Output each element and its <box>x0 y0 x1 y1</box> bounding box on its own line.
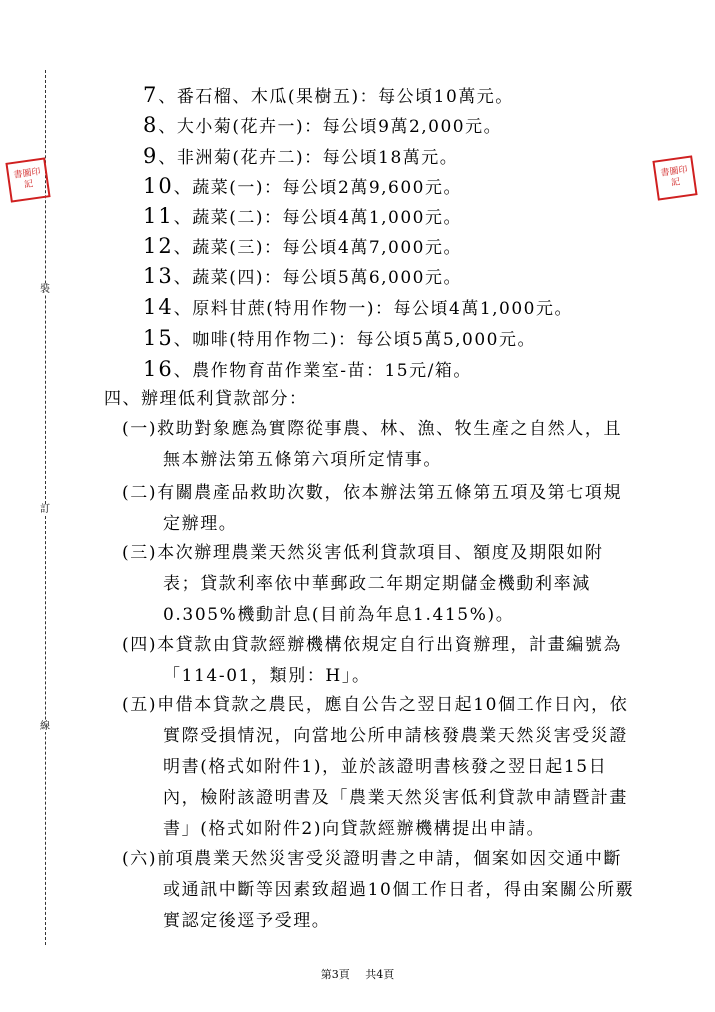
price-item-number: 16 <box>143 357 174 381</box>
clause-continuation-line: 或通訊中斷等因素致超過10個工作日者，得由案關公所覈 <box>163 880 635 900</box>
red-seal-left: 書圖印記 <box>5 157 50 202</box>
loan-clause <box>122 844 634 937</box>
loan-clause <box>122 690 628 845</box>
price-item-separator: 、 <box>173 330 193 350</box>
price-item <box>143 327 536 351</box>
price-item-text: 蔬菜(一)：每公頃2萬9,600元。 <box>192 178 462 198</box>
red-seal-right: 書圖印記 <box>652 155 697 200</box>
price-item-text: 蔬菜(二)：每公頃4萬1,000元。 <box>192 208 462 228</box>
price-item-number: 11 <box>143 204 174 228</box>
price-item-number: 8 <box>143 113 159 137</box>
clause-first-line: (四)本貸款由貸款經辦機構依規定自行出資辦理，計畫編號為 <box>122 635 623 655</box>
loan-clause <box>122 538 603 631</box>
price-item <box>143 84 514 108</box>
price-item-number: 12 <box>143 234 174 258</box>
price-item-separator: 、 <box>158 87 177 107</box>
price-item-text: 蔬菜(三)：每公頃4萬7,000元。 <box>192 238 462 258</box>
price-item-separator: 、 <box>173 178 193 198</box>
clause-continuation-line: 定辦理。 <box>163 514 238 534</box>
price-item-text: 農作物育苗作業室-苗：15元/箱。 <box>192 361 472 381</box>
price-item-number: 10 <box>143 174 174 198</box>
price-item-separator: 、 <box>158 148 177 168</box>
price-item-separator: 、 <box>173 361 193 381</box>
price-item <box>143 114 502 138</box>
price-item-number: 13 <box>143 264 174 288</box>
clause-continuation-line: 內，檢附該證明書及「農業天然災害低利貸款申請暨計畫 <box>163 788 628 808</box>
page-number: 第3頁 <box>320 968 350 981</box>
price-item-separator: 、 <box>173 208 193 228</box>
clause-continuation-line: 表；貸款利率依中華郵政二年期定期儲金機動利率減 <box>163 574 591 594</box>
page-footer <box>0 966 715 982</box>
price-item <box>143 358 472 382</box>
clause-continuation-line: 「114-01，類別：H」。 <box>163 666 371 686</box>
clause-first-line: (三)本次辦理農業天然災害低利貸款項目、額度及期限如附 <box>122 543 604 563</box>
price-item-number: 7 <box>143 83 159 107</box>
clause-continuation-line: 明書(格式如附件1)，並於該證明書核發之翌日起15日 <box>163 757 608 777</box>
clause-first-line: (五)申借本貸款之農民，應自公告之翌日起10個工作日內，依 <box>122 695 629 715</box>
price-item <box>143 145 458 169</box>
clause-continuation-line: 無本辦法第五條第六項所定情事。 <box>163 450 442 470</box>
loan-clause <box>122 478 622 540</box>
price-item-number: 14 <box>143 295 174 319</box>
price-item <box>143 296 573 320</box>
clause-continuation-line: 實際受損情況，向當地公所申請核發農業天然災害受災證 <box>163 726 628 746</box>
price-item-text: 原料甘蔗(特用作物一)：每公頃4萬1,000元。 <box>192 299 573 319</box>
price-item <box>143 205 462 229</box>
price-item-separator: 、 <box>173 238 193 258</box>
price-item-text: 大小菊(花卉一)：每公頃9萬2,000元。 <box>176 117 503 137</box>
price-item-number: 15 <box>143 326 174 350</box>
clause-first-line: (二)有關農產品救助次數，依本辦法第五條第五項及第七項規 <box>122 483 623 503</box>
page-total: 共4頁 <box>365 968 395 981</box>
price-item-separator: 、 <box>173 268 193 288</box>
price-item-text: 蔬菜(四)：每公頃5萬6,000元。 <box>192 268 462 288</box>
price-item <box>143 265 462 289</box>
clause-continuation-line: 實認定後逕予受理。 <box>163 911 331 931</box>
price-item-number: 9 <box>143 144 159 168</box>
clause-first-line: (一)救助對象應為實際從事農、林、漁、牧生產之自然人，且 <box>122 419 623 439</box>
section-heading: 四、辦理低利貸款部分： <box>104 389 308 409</box>
clause-first-line: (六)前項農業天然災害受災證明書之申請，個案如因交通中斷 <box>122 849 623 869</box>
price-item-text: 非洲菊(花卉二)：每公頃18萬元。 <box>176 148 459 168</box>
loan-clause <box>122 414 622 476</box>
clause-continuation-line: 0.305%機動計息(目前為年息1.415%)。 <box>163 605 515 625</box>
loan-clause <box>122 630 622 692</box>
price-item-separator: 、 <box>173 299 193 319</box>
price-item-text: 番石榴、木瓜(果樹五)：每公頃10萬元。 <box>176 87 514 107</box>
binding-label-ding: 訂 <box>40 504 50 515</box>
binding-label-xian: 線 <box>40 721 50 732</box>
binding-label-zhuang: 裝 <box>40 284 50 295</box>
clause-continuation-line: 書」(格式如附件2)向貸款經辦機構提出申請。 <box>163 819 546 839</box>
price-item <box>143 175 462 199</box>
price-item-separator: 、 <box>158 117 177 137</box>
price-item-text: 咖啡(特用作物二)：每公頃5萬5,000元。 <box>192 330 536 350</box>
price-item <box>143 235 462 259</box>
